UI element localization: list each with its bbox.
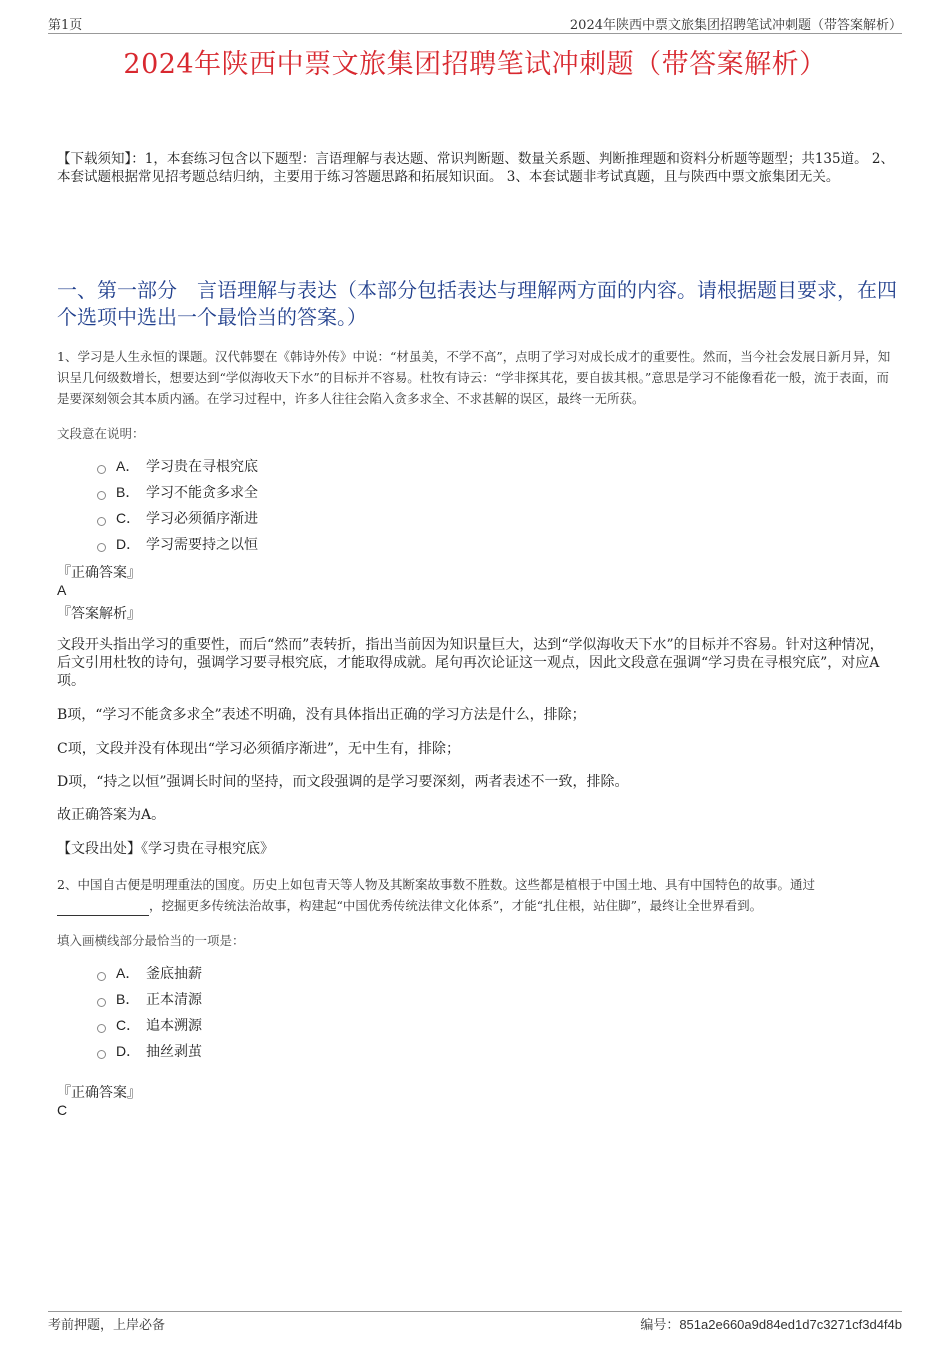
- analysis-paragraph-1: 文段开头指出学习的重要性，而后“然而”表转折，指出当前因为知识量巨大，达到“学似海收天下水”的目标并不容易。针对这种情况，后文引用杜牧的诗句，强调学习要寻根究底，才能取得成就。尾句再次论证这一观点，因此文段意在强调“学习贵在寻根究底”，对应A项。: [57, 637, 884, 689]
- radio-icon[interactable]: [97, 543, 106, 552]
- analysis-paragraph-4: D项，“持之以恒”强调长时间的坚持，而文段强调的是学习要深刻，两者表述不一致，排除。: [57, 774, 629, 790]
- correct-answer: A: [57, 582, 67, 598]
- option-b[interactable]: B． 学习不能贪多求全: [97, 479, 258, 505]
- header-doc-title: 2024年陕西中票文旅集团招聘笔试冲刺题（带答案解析）: [569, 18, 902, 33]
- question-2-stem: 2、中国自古便是明理重法的国度。历史上如包青天等人物及其断案故事数不胜数。这些都是植根于中国土地、具有中国特色的故事。通过 ，挖掘更多传统法治故事，构建起“中国优秀传统法律文化体系”，才能“扎住根，站住脚”，最终让全世界看到。: [57, 874, 897, 916]
- option-a[interactable]: A． 釜底抽薪: [97, 960, 202, 986]
- footer-slogan: 考前押题，上岸必备: [48, 1318, 166, 1333]
- section-heading: 一、第一部分 言语理解与表达（本部分包括表达与理解两方面的内容。请根据题目要求，在四个选项中选出一个最恰当的答案。）: [57, 278, 897, 329]
- option-a[interactable]: A． 学习贵在寻根究底: [97, 453, 258, 479]
- radio-icon[interactable]: [97, 972, 106, 981]
- correct-answer: C: [57, 1102, 68, 1118]
- question-2-prompt: 填入画横线部分最恰当的一项是：: [57, 933, 245, 948]
- answer-label: 『正确答案』: [57, 1085, 141, 1101]
- radio-icon[interactable]: [97, 998, 106, 1007]
- option-d[interactable]: D． 抽丝剥茧: [97, 1038, 202, 1064]
- radio-icon[interactable]: [97, 1024, 106, 1033]
- analysis-paragraph-3: C项，文段并没有体现出“学习必须循序渐进”，无中生有，排除；: [57, 741, 461, 757]
- footer-divider: [48, 1311, 902, 1312]
- option-c[interactable]: C． 追本溯源: [97, 1012, 202, 1038]
- document-code: 编号：851a2e660a9d84ed1d7c3271cf3d4f4b: [640, 1317, 902, 1333]
- option-d[interactable]: D． 学习需要持之以恒: [97, 531, 258, 557]
- analysis-conclusion: 故正确答案为A。: [57, 807, 166, 823]
- radio-icon[interactable]: [97, 1050, 106, 1059]
- radio-icon[interactable]: [97, 517, 106, 526]
- page-number: 第1页: [48, 18, 83, 33]
- question-1-prompt: 文段意在说明：: [57, 426, 145, 441]
- text-source: 【文段出处】《学习贵在寻根究底》: [57, 841, 274, 857]
- page-title: 2024年陕西中票文旅集团招聘笔试冲刺题（带答案解析）: [123, 49, 827, 80]
- option-b[interactable]: B． 正本清源: [97, 986, 202, 1012]
- analysis-label: 『答案解析』: [57, 606, 141, 622]
- download-notice: 【下载须知】：1，本套练习包含以下题型：言语理解与表达题、常识判断题、数量关系题、判断推理题和资料分析题等题型；共135道。 2、本套试题根据常见招考题总结归纳，主要用于练习答题思路和拓展知识面。 3、本套试题非考试真题，且与陕西中票文旅集团无关。: [57, 151, 894, 185]
- answer-label: 『正确答案』: [57, 565, 141, 581]
- header-divider: [48, 33, 902, 34]
- question-1-options: [97, 453, 258, 557]
- fill-blank: [57, 903, 149, 916]
- question-2-options: [97, 960, 202, 1064]
- radio-icon[interactable]: [97, 465, 106, 474]
- analysis-paragraph-2: B项，“学习不能贪多求全”表述不明确，没有具体指出正确的学习方法是什么，排除；: [57, 707, 586, 723]
- radio-icon[interactable]: [97, 491, 106, 500]
- option-c[interactable]: C． 学习必须循序渐进: [97, 505, 258, 531]
- question-1-stem: 1、学习是人生永恒的课题。汉代韩婴在《韩诗外传》中说：“材虽美，不学不高”，点明了学习对成长成才的重要性。然而，当今社会发展日新月异，知识呈几何级数增长，想要达到“学似海收天下水”的目标并不容易。杜牧有诗云：“学非探其花，要自拔其根。”意思是学习不能像看花一般，流于表面，而是要深刻领会其本质内涵。在学习过程中，许多人往往会陷入贪多求全、不求甚解的误区，最终一无所获。: [57, 349, 891, 406]
